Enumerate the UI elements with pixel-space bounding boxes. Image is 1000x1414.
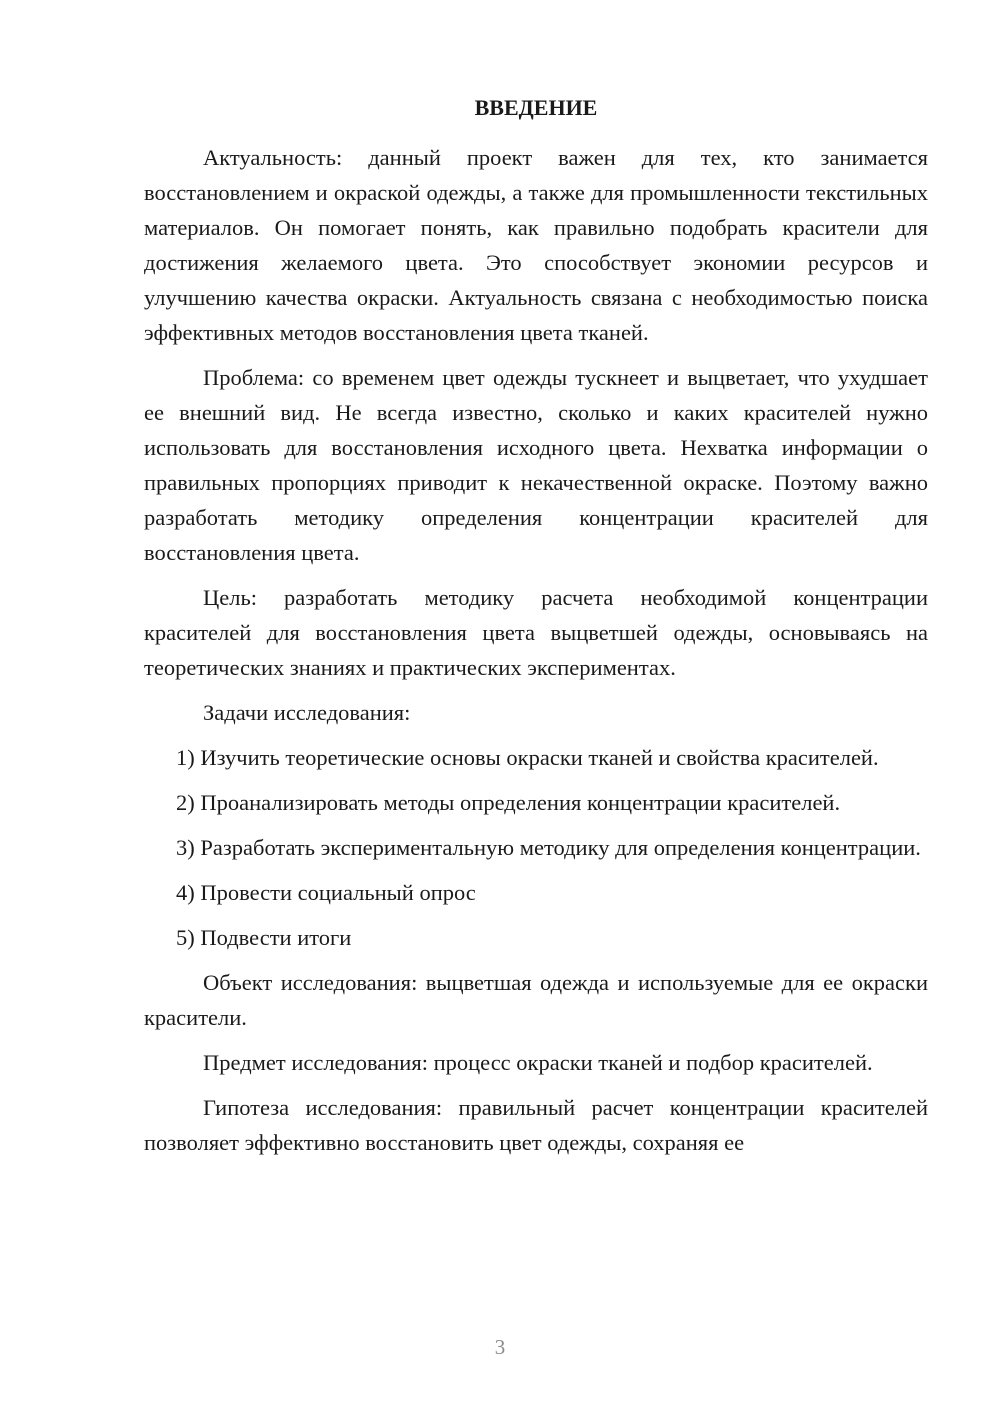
paragraph-relevance: Актуальность: данный проект важен для тех, кто занимается восстановлением и окраской одежды, а также для промышленности текстильных материалов. Он помогает понять, как правильно подобрать красители для достижения желаемого цвета. Это способствует экономии ресурсов и улучшению качества окраски. Актуальность связана с необходимостью поиска эффективных методов восстановления цвета тканей. xyxy=(144,145,928,345)
page-number: 3 xyxy=(494,1335,506,1359)
paragraph-hypothesis: Гипотеза исследования: правильный расчет концентрации красителей позволяет эффективно восстановить цвет одежды, сохраняя ее xyxy=(144,1095,928,1155)
task-item-4: 4) Провести социальный опрос xyxy=(176,880,476,905)
task-item-2: 2) Проанализировать методы определения концентрации красителей. xyxy=(176,790,841,815)
task-item-1: 1) Изучить теоретические основы окраски тканей и свойства красителей. xyxy=(176,745,879,770)
paragraph-subject: Предмет исследования: процесс окраски тканей и подбор красителей. xyxy=(203,1050,873,1075)
task-item-3: 3) Разработать экспериментальную методику для определения концентрации. xyxy=(176,835,921,860)
paragraph-tasks-heading: Задачи исследования: xyxy=(203,700,411,725)
task-item-5: 5) Подвести итоги xyxy=(176,925,352,950)
paragraph-goal: Цель: разработать методику расчета необходимой концентрации красителей для восстановления цвета выцветшей одежды, основываясь на теоретических знаниях и практических экспериментах. xyxy=(144,585,928,680)
document-page xyxy=(144,92,928,1170)
section-title: ВВЕДЕНИЕ xyxy=(474,95,598,120)
paragraph-object: Объект исследования: выцветшая одежда и используемые для ее окраски красители. xyxy=(144,970,928,1030)
paragraph-problem: Проблема: со временем цвет одежды тускнеет и выцветает, что ухудшает ее внешний вид. Не всегда известно, сколько и каких красителей нужно использовать для восстановления исходного цвета. Нехватка информации о правильных пропорциях приводит к некачественной окраске. Поэтому важно разработать методику определения концентрации красителей для восстановления цвета. xyxy=(144,365,928,565)
